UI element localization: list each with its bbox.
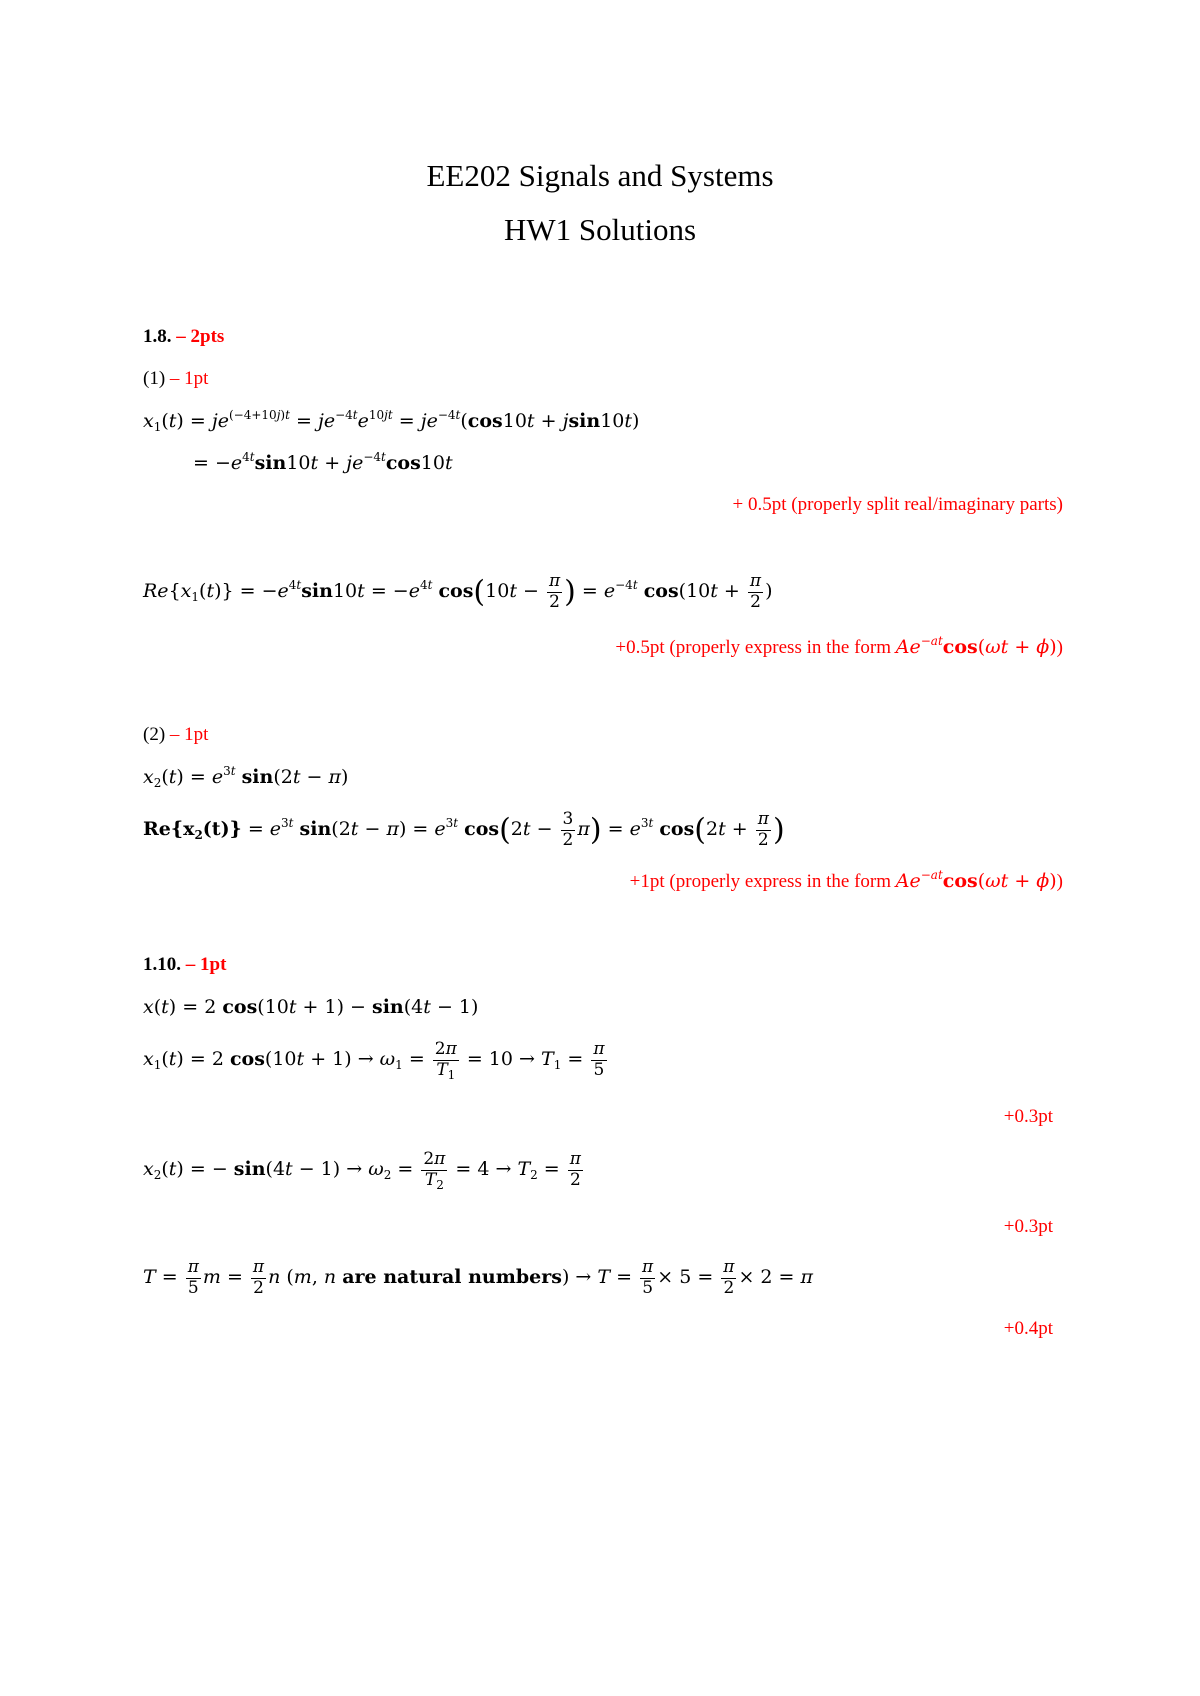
note-text: +1pt (properly express in the form	[629, 871, 896, 892]
points: 1pt	[200, 954, 227, 975]
problem-1-10-heading	[143, 954, 226, 976]
score-0-4: +0.4pt	[1003, 1318, 1053, 1339]
note-text: +0.5pt (properly express in the form	[615, 637, 896, 658]
score-note-form-2: +1pt (properly express in the form $Ae^{-at}\cos(\omega t + \phi)$)	[629, 868, 1063, 892]
points: 1pt	[184, 724, 209, 745]
score-0-3-a: +0.3pt	[1003, 1106, 1053, 1127]
score-note-split: + 0.5pt (properly split real/imaginary parts)	[732, 494, 1063, 515]
part-label: (2)	[143, 724, 166, 745]
dash: –	[165, 368, 185, 389]
part-1-heading	[143, 368, 208, 390]
problem-1-8-heading	[143, 326, 224, 348]
re-label-2: (t)}	[202, 818, 242, 841]
equation-x1-split: = $-e^{4t}\sin 10t + je^{-4t}\cos 10t$	[193, 450, 453, 474]
document-title: HW1 Solutions	[503, 212, 697, 247]
equation-re-x2: $Re\{x_2(t)\} = e^{3t}$ $\sin(2t - \pi) = e^{3t}$ cos(2t − $\frac{3}{2}$ $\pi) = e^{3t}$ cos(2t + $\frac{\pi}{2}$ )	[143, 809, 785, 850]
note-close: )	[1056, 871, 1063, 892]
part-label: (1)	[143, 368, 166, 389]
equation-x1-period: $x_1(t) = 2$ $\cos(10t + 1) \to \omega_1$ = $\frac{2\pi}{T_1}$ = $10 \to T_1$ = $\frac{\pi}{5}$	[143, 1039, 605, 1082]
natural-numbers-text: are natural numbers	[342, 1266, 562, 1289]
note-close: )	[1056, 637, 1063, 658]
equation-x2-period: $x_2(t)$ = − $\sin(4t - 1) \to \omega_2$ = $\frac{2\pi}{T_2}$ = $4 \to T_2$ = $\frac{\pi}{2}$	[143, 1149, 581, 1192]
equation-re-x1: $Re\{x_1(t)\} = -e^{4t}\sin 10t = -e^{4t}$ cos(10t − $\frac{\pi}{2}$ ) = $e^{-4t}$ cos(10t + $\frac{\pi}{2}$ )	[143, 571, 773, 612]
dash: –	[165, 724, 185, 745]
problem-label: 1.10.	[143, 954, 181, 975]
score-0-3-b: +0.3pt	[1003, 1216, 1053, 1237]
problem-label: 1.8.	[143, 326, 172, 347]
equation-x-of-t: x(t) = 2 cos(10t + 1) − sin(4t − 1)	[143, 996, 479, 1018]
equation-x2: $x_2(t) = e^{3t}$ sin(2t − π)	[143, 764, 349, 790]
points: 1pt	[184, 368, 209, 389]
score-note-form-1: +0.5pt (properly express in the form $Ae^{-at}\cos(\omega t + \phi)$)	[615, 634, 1063, 658]
points: 2pts	[190, 326, 225, 347]
equation-x1-expansion: $x_1(t) = je^{(-4+10j)t} = je^{-4t}e^{10jt} = je^{-4t}(\cos 10t + jsin10t)$	[143, 408, 640, 434]
course-title: EE202 Signals and Systems	[426, 158, 774, 193]
dash: –	[171, 326, 191, 347]
re-label: Re{x	[143, 818, 195, 841]
dash: –	[181, 954, 200, 975]
equation-common-period: T = $\frac{\pi}{5}$ m = $\frac{\pi}{2}$ n (m, n are natural numbers) → T = $\frac{\pi}{5}$ × 5 = $\frac{\pi}{2}$ × 2 = π	[143, 1257, 814, 1298]
part-2-heading	[143, 724, 208, 746]
